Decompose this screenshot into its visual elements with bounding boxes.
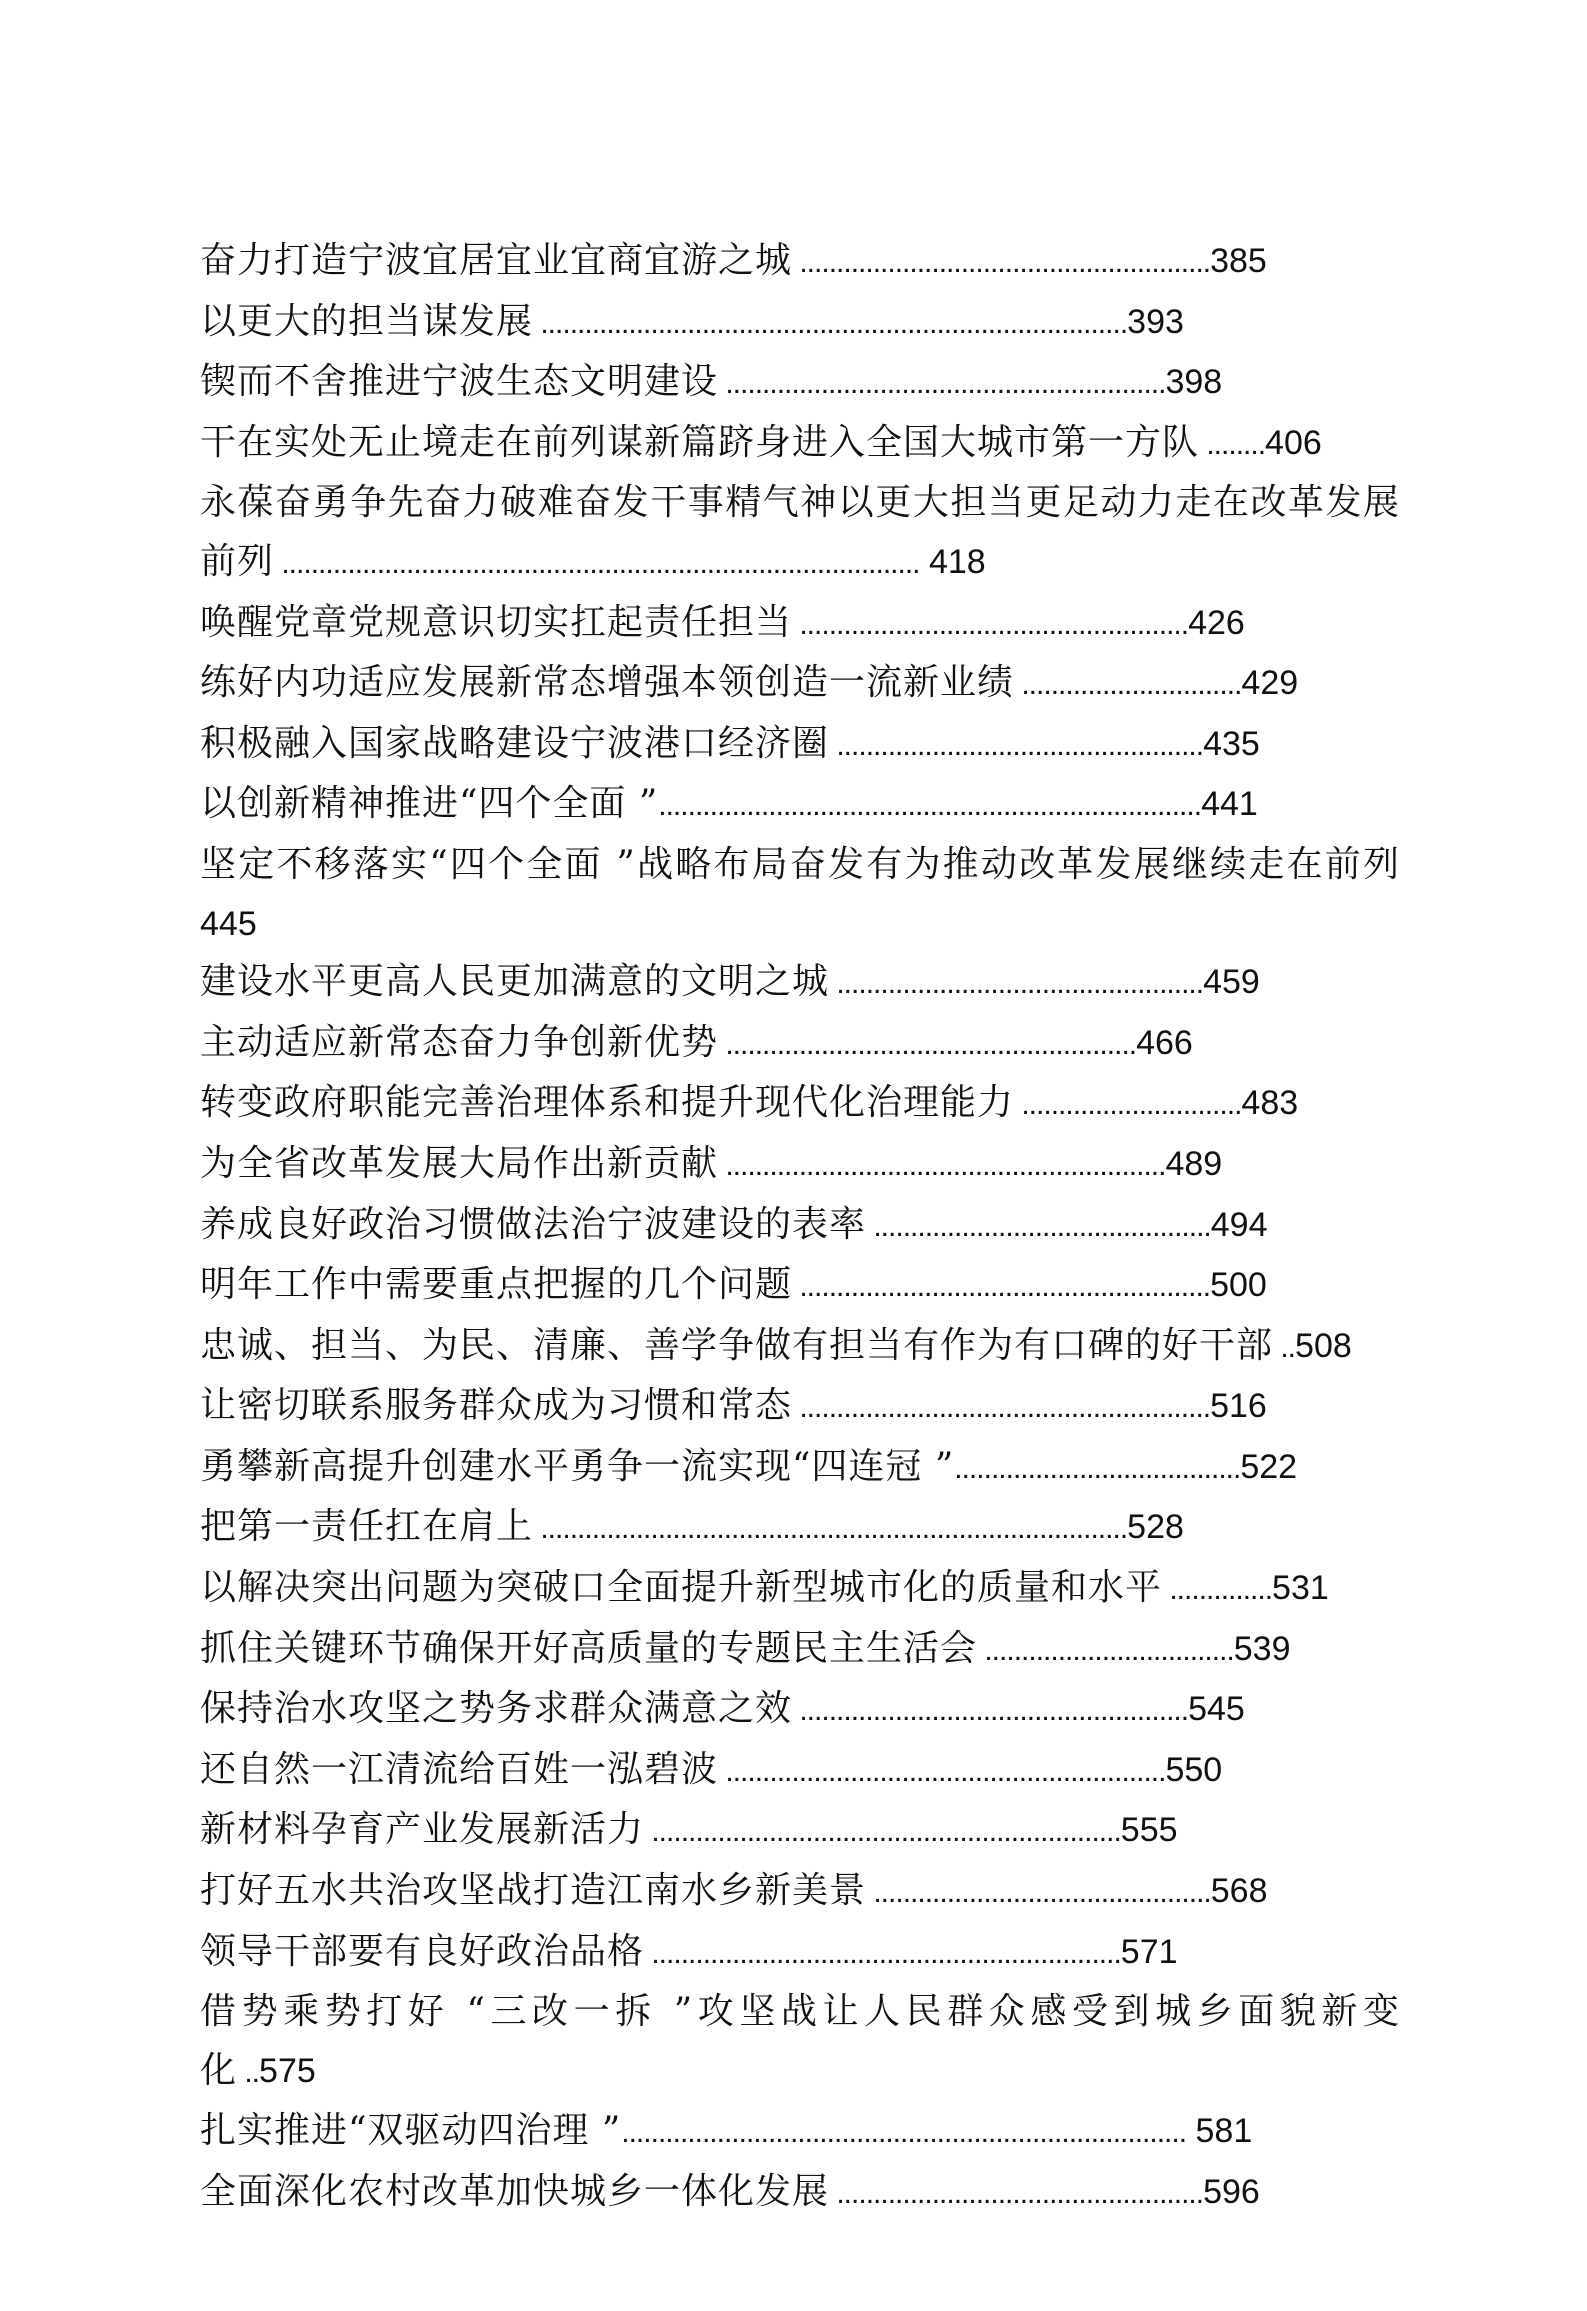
- toc-entry: [200, 953, 1400, 1014]
- toc-entry: [200, 715, 1400, 776]
- toc-entry: [200, 1256, 1400, 1317]
- toc-entry: [200, 1135, 1400, 1196]
- toc-title: 奋力打造宁波宜居宜业宜商宜游之城: [200, 240, 793, 281]
- toc-leader: ........................................................: [718, 1027, 1137, 1061]
- toc-title: 永葆奋勇争先奋力破难奋发干事精气神以更大担当更足动力走在改革发展: [200, 482, 1400, 524]
- toc-leader: ..: [237, 2055, 260, 2089]
- toc-leader: .....................................................: [792, 1694, 1189, 1728]
- toc-leader: .......................................................................................: [274, 546, 920, 580]
- toc-page-number: 522: [1240, 1447, 1298, 1486]
- toc-leader: ..................................: [977, 1633, 1234, 1667]
- toc-entry: [200, 293, 1400, 354]
- toc-leader: ................................................................: [644, 1936, 1121, 1970]
- toc-leader: ..................................................: [829, 967, 1204, 1001]
- toc-leader: ..............................: [1014, 668, 1242, 702]
- toc-page-number: 418: [919, 542, 986, 581]
- toc-title: 干在实处无止境走在前列谋新篇跻身进入全国大城市第一方队: [200, 421, 1200, 463]
- toc-title: 把第一责任扛在肩上: [200, 1506, 534, 1548]
- toc-page-number: 581: [1186, 2112, 1253, 2151]
- toc-page-number: 398: [1165, 363, 1223, 402]
- toc-page-number: 528: [1127, 1508, 1184, 1547]
- toc-title: 积极融入国家战略建设宁波港口经济圈: [200, 722, 830, 764]
- toc-leader: ........................................................: [792, 1270, 1211, 1304]
- toc-page-number: 531: [1272, 1569, 1329, 1608]
- toc-leader: .....................................................: [792, 607, 1189, 641]
- toc-entry: [200, 1014, 1400, 1075]
- toc-title: 锲而不舍推进宁波生态文明建设: [200, 361, 719, 403]
- toc-page-number: 445: [200, 904, 257, 943]
- toc-page-number: 568: [1210, 1872, 1268, 1911]
- toc-leader: ..................................................: [829, 728, 1204, 762]
- toc-entry: [200, 1074, 1400, 1135]
- toc-entry: [200, 775, 1400, 836]
- toc-leader: .............................................................................: [621, 2116, 1187, 2150]
- toc-page-number: 545: [1188, 1690, 1245, 1729]
- toc-page-number: 483: [1241, 1084, 1299, 1123]
- toc-entry: [200, 1862, 1400, 1923]
- toc-title: 养成良好政治习惯做法治宁波建设的表率: [200, 1203, 867, 1245]
- toc-leader: ........: [1199, 427, 1266, 461]
- toc-entry: [200, 1983, 1400, 2102]
- toc-page-number: 550: [1165, 1750, 1223, 1789]
- toc-title: 以解决突出问题为突破口全面提升新型城市化的质量和水平: [200, 1567, 1163, 1609]
- toc-page-number: 596: [1203, 2173, 1260, 2211]
- toc-page-number: 466: [1136, 1023, 1193, 1062]
- toc-page-number: 435: [1203, 724, 1260, 763]
- toc-entry: [200, 836, 1400, 953]
- toc-title: 让密切联系服务群众成为习惯和常态: [200, 1385, 793, 1427]
- toc-leader: ..............................................: [866, 1209, 1211, 1243]
- table-of-contents: [200, 232, 1400, 2224]
- toc-title: 打好五水共治攻坚战打造江南水乡新美景: [200, 1870, 867, 1912]
- toc-page-number: 539: [1233, 1629, 1291, 1668]
- toc-title: 坚定不移落实“四个全面 ”战略布局奋发有为推动改革发展继续走在前列: [200, 843, 1400, 885]
- toc-page-number: 429: [1241, 664, 1299, 703]
- toc-title: 还自然一江清流给百姓一泓碧波: [200, 1748, 719, 1790]
- toc-page-number: 459: [1203, 963, 1260, 1002]
- toc-page-number: 393: [1127, 302, 1184, 341]
- toc-leader: ........................................................: [792, 246, 1211, 279]
- toc-leader: ..............................: [1014, 1088, 1242, 1122]
- toc-leader: ..: [1273, 1330, 1296, 1364]
- toc-entry: [200, 2163, 1400, 2224]
- toc-entry: [200, 1620, 1400, 1681]
- toc-entry: [200, 594, 1400, 655]
- toc-page-number: 406: [1265, 423, 1322, 462]
- toc-entry: [200, 2102, 1400, 2163]
- toc-title-continuation: 化: [200, 2049, 238, 2091]
- toc-title: 练好内功适应发展新常态增强本领创造一流新业绩: [200, 662, 1015, 704]
- toc-entry: [200, 1498, 1400, 1559]
- toc-title: 为全省改革发展大局作出新贡献: [200, 1142, 719, 1184]
- toc-page-number: 494: [1210, 1205, 1268, 1244]
- toc-page-number: 385: [1210, 242, 1267, 280]
- toc-entry: [200, 1196, 1400, 1257]
- toc-page-number: 441: [1201, 785, 1258, 824]
- toc-entry: [200, 1438, 1400, 1499]
- toc-page-number: 426: [1188, 603, 1245, 642]
- toc-title: 领导干部要有良好政治品格: [200, 1930, 645, 1972]
- toc-leader: ..................................................: [829, 2177, 1204, 2210]
- toc-entry: [200, 1741, 1400, 1802]
- toc-page-number: 571: [1120, 1932, 1178, 1971]
- toc-entry: [200, 414, 1400, 475]
- toc-title: 忠诚、担当、为民、清廉、善学争做有担当有作为有口碑的好干部: [200, 1324, 1274, 1366]
- toc-leader: ..........................................................................: [658, 789, 1202, 823]
- toc-leader: ............................................................: [718, 1754, 1166, 1788]
- toc-entry: [200, 353, 1400, 414]
- toc-title: 唤醒党章党规意识切实扛起责任担当: [200, 601, 793, 643]
- toc-title: 以更大的担当谋发展: [200, 300, 534, 342]
- toc-leader: ..............: [1162, 1573, 1273, 1607]
- toc-entry: [200, 1680, 1400, 1741]
- toc-entry: [200, 1559, 1400, 1620]
- toc-title: 建设水平更高人民更加满意的文明之城: [200, 961, 830, 1003]
- toc-page-number: 516: [1210, 1387, 1267, 1426]
- toc-page-number: 489: [1165, 1144, 1223, 1183]
- toc-title: 勇攀新高提升创建水平勇争一流实现“四连冠 ”: [200, 1445, 955, 1487]
- toc-entry: [200, 1377, 1400, 1438]
- toc-leader: ................................................................................: [533, 306, 1128, 340]
- toc-page-number: 500: [1210, 1266, 1267, 1305]
- toc-leader: ........................................................: [792, 1391, 1211, 1425]
- toc-title: 以创新精神推进“四个全面 ”: [200, 783, 659, 825]
- toc-leader: ............................................................: [718, 367, 1166, 401]
- toc-title: 扎实推进“双驱动四治理 ”: [200, 2110, 622, 2152]
- toc-leader: ................................................................................: [533, 1512, 1128, 1546]
- toc-entry: [200, 654, 1400, 715]
- toc-entry: [200, 474, 1400, 593]
- toc-title: 主动适应新常态奋力争创新优势: [200, 1021, 719, 1063]
- toc-title: 转变政府职能完善治理体系和提升现代化治理能力: [200, 1082, 1015, 1124]
- toc-title: 保持治水攻坚之势务求群众满意之效: [200, 1688, 793, 1730]
- toc-leader: ..............................................: [866, 1876, 1211, 1910]
- toc-entry: [200, 1317, 1400, 1378]
- toc-page-number: 555: [1120, 1811, 1178, 1850]
- toc-leader: ................................................................: [644, 1815, 1121, 1849]
- toc-title: 新材料孕育产业发展新活力: [200, 1809, 645, 1851]
- toc-entry: [200, 232, 1400, 293]
- toc-title: 抓住关键环节确保开好高质量的专题民主生活会: [200, 1627, 978, 1669]
- toc-title: 借势乘势打好 “三改一拆 ”攻坚战让人民群众感受到城乡面貌新变: [200, 1991, 1400, 2033]
- toc-title: 明年工作中需要重点把握的几个问题: [200, 1264, 793, 1306]
- toc-page-number: 508: [1295, 1326, 1352, 1365]
- toc-entry: [200, 1923, 1400, 1984]
- toc-entry: [200, 1801, 1400, 1862]
- toc-title: 全面深化农村改革加快城乡一体化发展: [200, 2171, 830, 2212]
- toc-title-continuation: 前列: [200, 540, 275, 582]
- toc-leader: .......................................: [954, 1451, 1241, 1485]
- toc-page-number: 575: [259, 2051, 316, 2090]
- toc-leader: ............................................................: [718, 1148, 1166, 1182]
